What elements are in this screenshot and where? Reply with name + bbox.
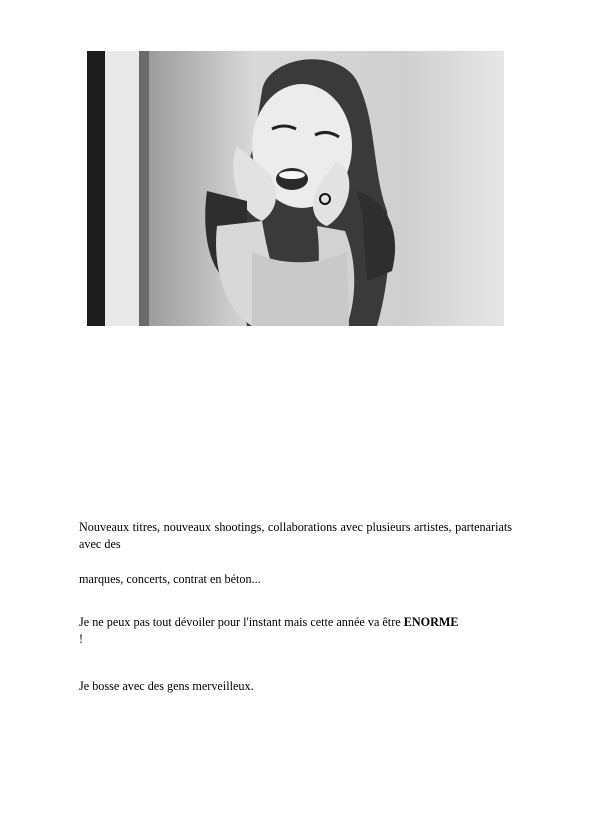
paragraph-wonderful-people: Je bosse avec des gens merveilleux. — [79, 679, 254, 693]
portrait-photo-icon — [87, 51, 504, 326]
paragraph-big-year-lead: Je ne peux pas tout dévoiler pour l'instant mais cette année va être — [79, 615, 404, 629]
portrait-photo — [87, 51, 504, 326]
paragraph-new-projects: Nouveaux titres, nouveaux shootings, collaborations avec plusieurs artistes, partenariats avec des — [79, 520, 512, 551]
paragraph-brands-concerts: marques, concerts, contrat en béton... — [79, 572, 261, 586]
enorme-emphasis: ENORME — [403, 615, 459, 629]
paragraph-big-year-tail: ! — [79, 632, 84, 646]
paragraph-big-year — [79, 614, 512, 648]
